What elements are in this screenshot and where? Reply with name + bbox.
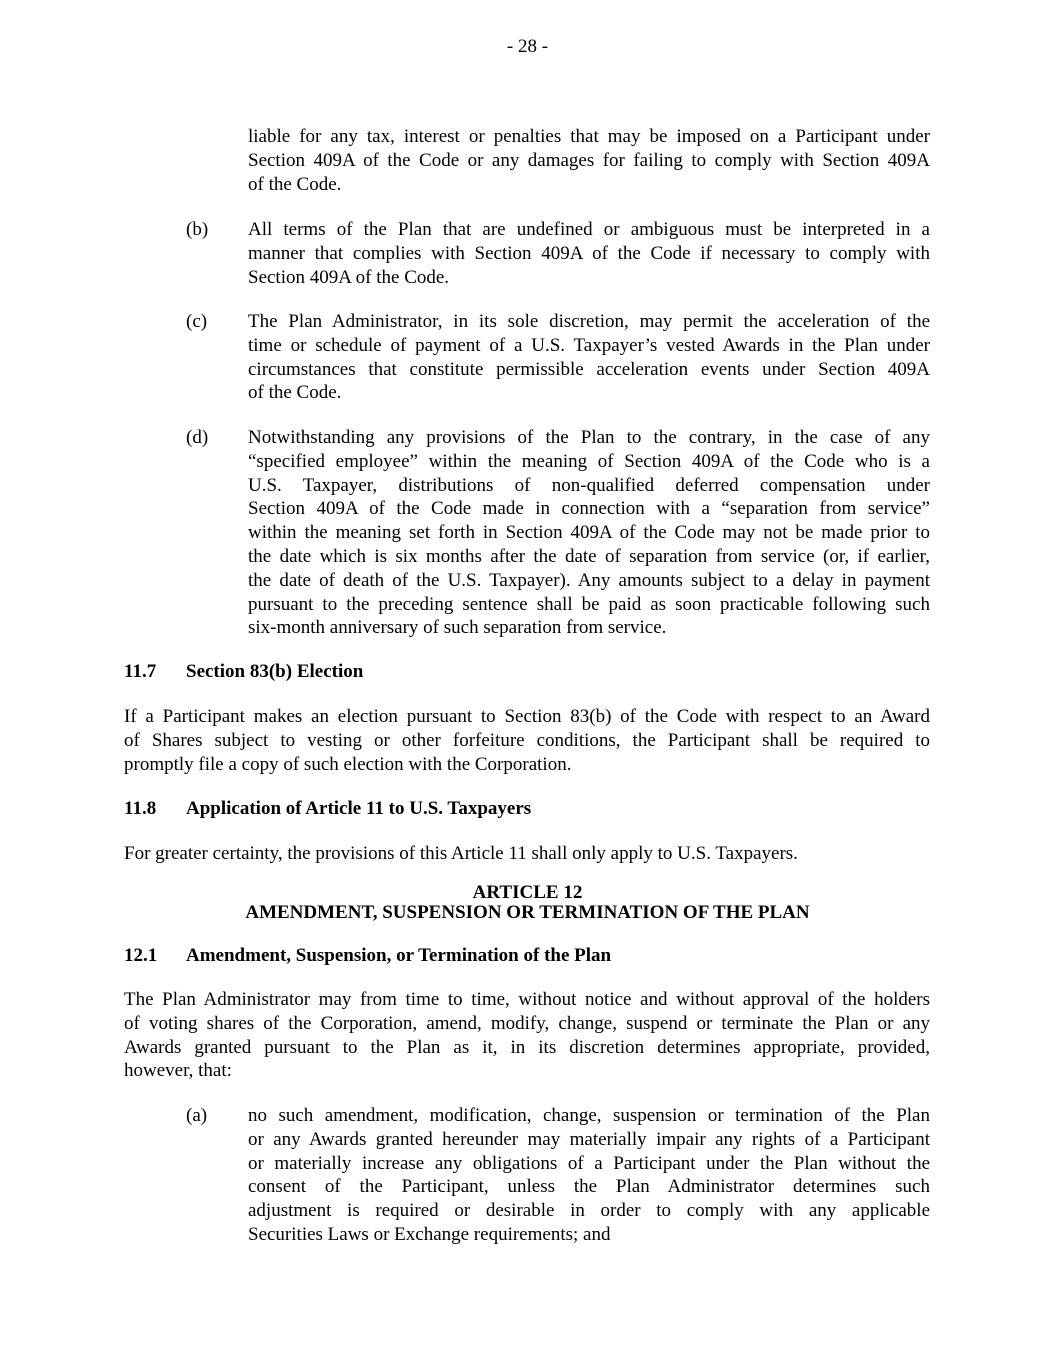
text-line: of the Code. [248,382,342,404]
text-line: If a Participant makes an election pursuant to Section 83(b) of the Code with respect to an Award [124,706,930,727]
text-line: of Shares subject to vesting or other forfeiture conditions, the Participant shall be required to [124,729,930,751]
text-line: promptly file a copy of such election with the Corporation. [124,753,572,775]
item-d-paragraph [248,426,930,640]
page-number: - 28 - [506,36,549,57]
text-line: Notwithstanding any provisions of the Plan to the contrary, in the case of any [248,427,930,448]
section-number: 11.8 [124,798,157,819]
text-line: Securities Laws or Exchange requirements; and [248,1223,611,1245]
text-line: Section 409A of the Code. [248,266,450,288]
text-line: of the Code. [248,173,342,195]
item-a-paragraph [248,1104,930,1247]
text-line: consent of the Participant, unless the Plan Administrator determines such [248,1176,930,1198]
text-line: The Plan Administrator may from time to time, without notice and without approval of the holders [124,989,930,1010]
section-11-8-paragraph [124,842,930,866]
text-line: the date of death of the U.S. Taxpayer). Any amounts subject to a delay in payment [248,569,930,591]
text-line: or any Awards granted hereunder may materially impair any rights of a Participant [248,1128,930,1150]
text-line: within the meaning set forth in Section 409A of the Code may not be made prior to [248,522,930,544]
text-line: The Plan Administrator, in its sole discretion, may permit the acceleration of the [248,311,930,332]
article-title: AMENDMENT, SUSPENSION OR TERMINATION OF THE PLAN [245,902,810,923]
text-line: pursuant to the preceding sentence shall be paid as soon practicable following such [248,593,930,615]
text-line: All terms of the Plan that are undefined or ambiguous must be interpreted in a [248,219,930,240]
text-line: “specified employee” within the meaning of Section 409A of the Code who is a [248,450,930,472]
text-line: however, that: [124,1060,232,1082]
text-line: or materially increase any obligations of a Participant under the Plan without the [248,1152,930,1174]
item-marker-d: (d) [186,427,209,448]
section-title: Amendment, Suspension, or Termination of the Plan [186,945,612,966]
text-line: no such amendment, modification, change, suspension or termination of the Plan [248,1105,930,1126]
section-heading-11-8 [124,797,531,821]
section-title: Section 83(b) Election [186,661,364,682]
section-heading-11-7 [124,660,363,684]
section-title: Application of Article 11 to U.S. Taxpayers [186,798,532,819]
text-line: U.S. Taxpayer, distributions of non-qualified deferred compensation under [248,474,930,496]
section-12-1-paragraph [124,988,930,1083]
article-label: ARTICLE 12 [472,882,583,903]
text-line: the date which is six months after the date of separation from service (or, if earlier, [248,545,930,567]
section-number: 11.7 [124,661,157,682]
section-heading-12-1 [124,944,611,968]
text-line: circumstances that constitute permissible acceleration events under Section 409A [248,358,930,380]
text-line: For greater certainty, the provisions of this Article 11 shall only apply to U.S. Taxpayers. [124,843,798,864]
item-marker-a: (a) [186,1105,208,1126]
item-b-paragraph [248,218,930,289]
item-marker-c: (c) [186,311,208,332]
text-line: time or schedule of payment of a U.S. Taxpayer’s vested Awards in the Plan under [248,334,930,356]
section-11-7-paragraph [124,705,930,776]
text-line: Section 409A of the Code or any damages for failing to comply with Section 409A [248,149,930,171]
text-line: liable for any tax, interest or penalties that may be imposed on a Participant under [248,126,930,147]
text-line: manner that complies with Section 409A of the Code if necessary to comply with [248,242,930,264]
text-line: Awards granted pursuant to the Plan as it, in its discretion determines appropriate, provided, [124,1036,930,1058]
text-line: of voting shares of the Corporation, amend, modify, change, suspend or terminate the Plan or any [124,1012,930,1034]
section-number: 12.1 [124,945,158,966]
text-line: adjustment is required or desirable in order to comply with any applicable [248,1200,930,1222]
item-marker-b: (b) [186,219,209,240]
continuation-paragraph [248,125,930,196]
text-line: Section 409A of the Code made in connection with a “separation from service” [248,498,930,520]
text-line: six-month anniversary of such separation from service. [248,617,667,639]
item-c-paragraph [248,310,930,405]
